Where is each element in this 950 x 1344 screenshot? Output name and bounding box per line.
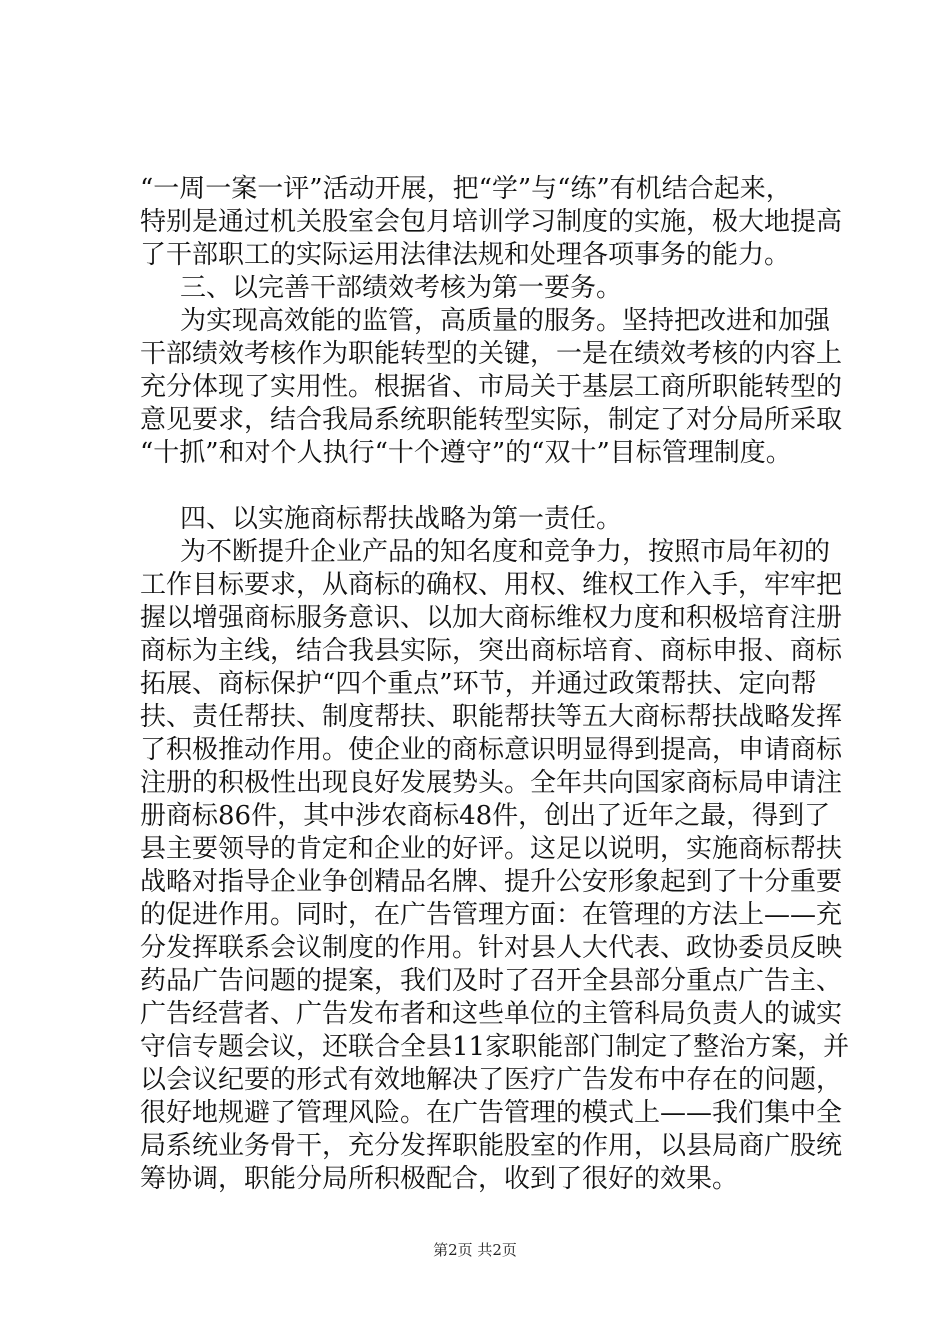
paragraph-1	[140, 173, 843, 272]
text-line: 药品广告问题的提案，我们及时了召开全县部分重点广告主、	[140, 966, 843, 996]
text-line: 握以增强商标服务意识、以加大商标维权力度和积极培育注册	[140, 603, 843, 633]
text-line: 干部绩效考核作为职能转型的关键，一是在绩效考核的内容上	[140, 339, 843, 369]
document-body	[140, 173, 850, 1196]
text-line: 以会议纪要的形式有效地解决了医疗广告发布中存在的问题，	[140, 1065, 843, 1095]
text-line: 的促进作用。同时，在广告管理方面：在管理的方法上——充	[140, 900, 843, 930]
text-line: 册商标86件，其中涉农商标48件，创出了近年之最，得到了	[140, 801, 831, 831]
text-line: 分发挥联系会议制度的作用。针对县人大代表、政协委员反映	[140, 933, 843, 963]
text-line: 了干部职工的实际运用法律法规和处理各项事务的能力。	[140, 240, 791, 270]
paragraph-3	[140, 536, 850, 1196]
text-line: 意见要求，结合我局系统职能转型实际，制定了对分局所采取	[140, 405, 843, 435]
text-line: 拓展、商标保护“四个重点”环节，并通过政策帮扶、定向帮	[140, 669, 817, 699]
section-heading-3: 三、以完善干部绩效考核为第一要务。	[180, 273, 623, 303]
text-line: 为不断提升企业产品的知名度和竞争力，按照市局年初的	[180, 537, 831, 567]
paragraph-2	[140, 305, 843, 470]
text-line: 商标为主线，结合我县实际，突出商标培育、商标申报、商标	[140, 636, 843, 666]
paragraph-gap	[140, 470, 840, 503]
text-line: 扶、责任帮扶、制度帮扶、职能帮扶等五大商标帮扶战略发挥	[140, 702, 843, 732]
text-line: 很好地规避了管理风险。在广告管理的模式上——我们集中全	[140, 1098, 843, 1128]
page-footer: 第2页 共2页	[433, 1241, 517, 1259]
text-line: 为实现高效能的监管，高质量的服务。坚持把改进和加强	[180, 306, 831, 336]
text-line: “一周一案一评”活动开展，把“学”与“练”有机结合起来，	[140, 174, 792, 204]
text-line: 局系统业务骨干，充分发挥职能股室的作用，以县局商广股统	[140, 1131, 843, 1161]
text-line: 守信专题会议，还联合全县11家职能部门制定了整治方案，并	[140, 1032, 850, 1062]
text-line: 工作目标要求，从商标的确权、用权、维权工作入手，牢牢把	[140, 570, 843, 600]
text-line: 了积极推动作用。使企业的商标意识明显得到提高，申请商标	[140, 735, 843, 765]
text-line: 广告经营者、广告发布者和这些单位的主管科局负责人的诚实	[140, 999, 843, 1029]
text-line: 注册的积极性出现良好发展势头。全年共向国家商标局申请注	[140, 768, 843, 798]
section-heading-4: 四、以实施商标帮扶战略为第一责任。	[180, 504, 623, 534]
text-line: 筹协调，职能分局所积极配合，收到了很好的效果。	[140, 1164, 739, 1194]
text-line: 战略对指导企业争创精品名牌、提升公安形象起到了十分重要	[140, 867, 843, 897]
text-line: 县主要领导的肯定和企业的好评。这足以说明，实施商标帮扶	[140, 834, 843, 864]
text-line: “十抓”和对个人执行“十个遵守”的“双十”目标管理制度。	[140, 438, 792, 468]
text-line: 充分体现了实用性。根据省、市局关于基层工商所职能转型的	[140, 372, 843, 402]
text-line: 特别是通过机关股室会包月培训学习制度的实施，极大地提高	[140, 207, 843, 237]
